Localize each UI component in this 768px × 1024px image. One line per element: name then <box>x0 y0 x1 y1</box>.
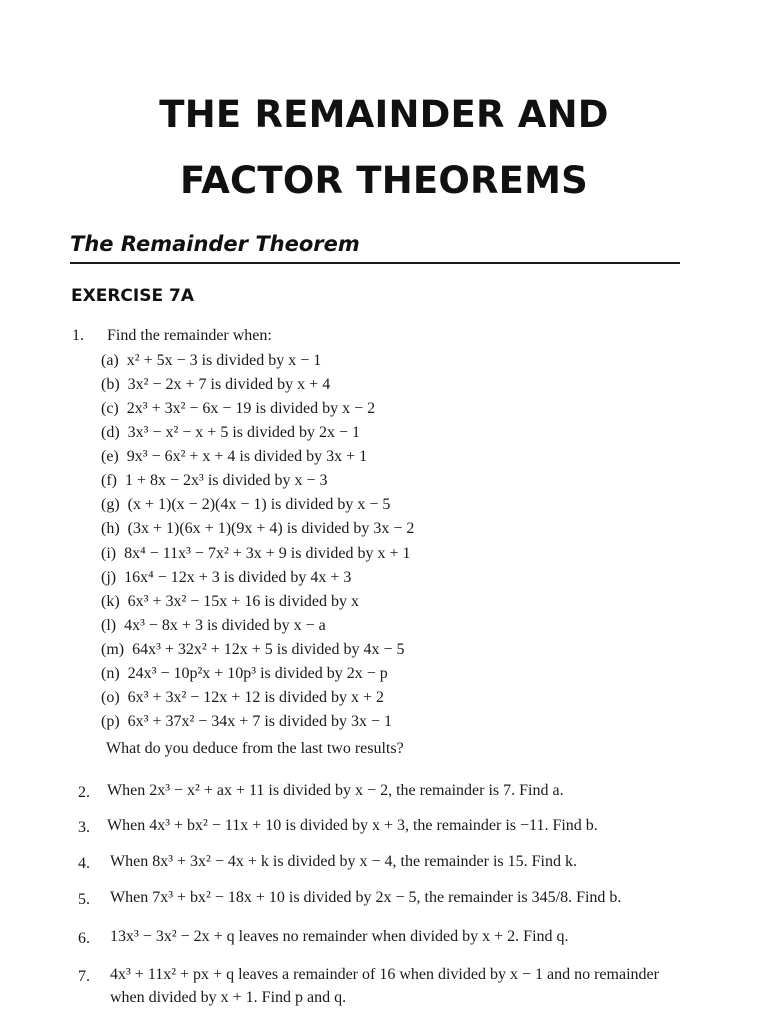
part-label: (f) <box>101 472 117 489</box>
part-row <box>101 472 328 490</box>
part-text: 8x⁴ − 11x³ − 7x² + 3x + 9 is divided by x + 1 <box>124 545 411 562</box>
part-label: (k) <box>101 593 120 610</box>
part-label: (d) <box>101 424 120 441</box>
part-label: (o) <box>101 689 120 706</box>
question-number: 2. <box>78 784 90 801</box>
part-text: 6x³ + 3x² − 15x + 16 is divided by x <box>127 593 359 610</box>
part-text: 1 + 8x − 2x³ is divided by x − 3 <box>124 472 328 489</box>
question-number: 7. <box>78 968 90 985</box>
part-row <box>101 545 410 563</box>
question-text: When 4x³ + bx² − 11x + 10 is divided by x + 3, the remainder is −11. Find b. <box>107 817 598 834</box>
question-number: 6. <box>78 930 90 947</box>
part-text: 16x⁴ − 12x + 3 is divided by 4x + 3 <box>124 569 352 586</box>
part-label: (j) <box>101 569 117 586</box>
part-row <box>101 376 330 394</box>
part-label: (g) <box>101 496 120 513</box>
question-number: 3. <box>78 819 90 836</box>
part-label: (h) <box>101 520 120 537</box>
part-row <box>101 689 384 707</box>
part-row <box>101 352 321 370</box>
question-text: When 8x³ + 3x² − 4x + k is divided by x − 4, the remainder is 15. Find k. <box>110 853 577 870</box>
part-text: 6x³ + 3x² − 12x + 12 is divided by x + 2 <box>127 689 385 706</box>
question-number: 5. <box>78 891 90 908</box>
exercise-heading: EXERCISE 7A <box>71 286 194 306</box>
part-label: (m) <box>101 641 125 658</box>
part-text: 24x³ − 10p²x + 10p³ is divided by 2x − p <box>127 665 388 682</box>
question-text: 13x³ − 3x² − 2x + q leaves no remainder when divided by x + 2. Find q. <box>110 928 569 945</box>
part-row <box>101 496 390 514</box>
part-text: 2x³ + 3x² − 6x − 19 is divided by x − 2 <box>126 400 376 417</box>
part-label: (p) <box>101 713 120 730</box>
part-text: (x + 1)(x − 2)(4x − 1) is divided by x − 5 <box>127 496 391 513</box>
part-text: 3x² − 2x + 7 is divided by x + 4 <box>127 376 331 393</box>
section-heading: The Remainder Theorem <box>70 232 680 264</box>
part-row <box>101 593 359 611</box>
question-text: When 7x³ + bx² − 18x + 10 is divided by 2x − 5, the remainder is 345/8. Find b. <box>110 889 622 906</box>
part-text: 64x³ + 32x² + 12x + 5 is divided by 4x − 5 <box>132 641 405 658</box>
part-text: (3x + 1)(6x + 1)(9x + 4) is divided by 3x − 2 <box>127 520 415 537</box>
part-row <box>101 424 360 442</box>
part-label: (n) <box>101 665 120 682</box>
part-text: 6x³ + 37x² − 34x + 7 is divided by 3x − 1 <box>127 713 393 730</box>
part-row <box>101 520 414 538</box>
page-title-line-2: FACTOR THEOREMS <box>179 159 589 202</box>
part-label: (i) <box>101 545 117 562</box>
part-label: (l) <box>101 617 117 634</box>
part-row <box>101 448 367 466</box>
question-number: 1. <box>72 327 84 344</box>
question-followup: What do you deduce from the last two results? <box>106 740 404 757</box>
page-title-line-1: THE REMAINDER AND <box>159 93 609 136</box>
question-text: 4x³ + 11x² + px + q leaves a remainder of 16 when divided by x − 1 and no remainder <box>110 966 659 983</box>
part-text: 3x³ − x² − x + 5 is divided by 2x − 1 <box>127 424 361 441</box>
part-row <box>101 400 375 418</box>
part-label: (c) <box>101 400 119 417</box>
part-label: (a) <box>101 352 119 369</box>
part-row <box>101 713 392 731</box>
part-row <box>101 617 326 635</box>
part-row <box>101 569 351 587</box>
part-text: x² + 5x − 3 is divided by x − 1 <box>126 352 322 369</box>
part-text: 9x³ − 6x² + x + 4 is divided by 3x + 1 <box>126 448 368 465</box>
part-label: (e) <box>101 448 119 465</box>
part-row <box>101 665 388 683</box>
question-prompt: Find the remainder when: <box>107 327 272 344</box>
question-text: When 2x³ − x² + ax + 11 is divided by x − 2, the remainder is 7. Find a. <box>107 782 564 799</box>
part-text: 4x³ − 8x + 3 is divided by x − a <box>124 617 326 634</box>
question-text-continuation: when divided by x + 1. Find p and q. <box>110 989 347 1006</box>
question-number: 4. <box>78 855 90 872</box>
part-label: (b) <box>101 376 120 393</box>
part-row <box>101 641 404 659</box>
